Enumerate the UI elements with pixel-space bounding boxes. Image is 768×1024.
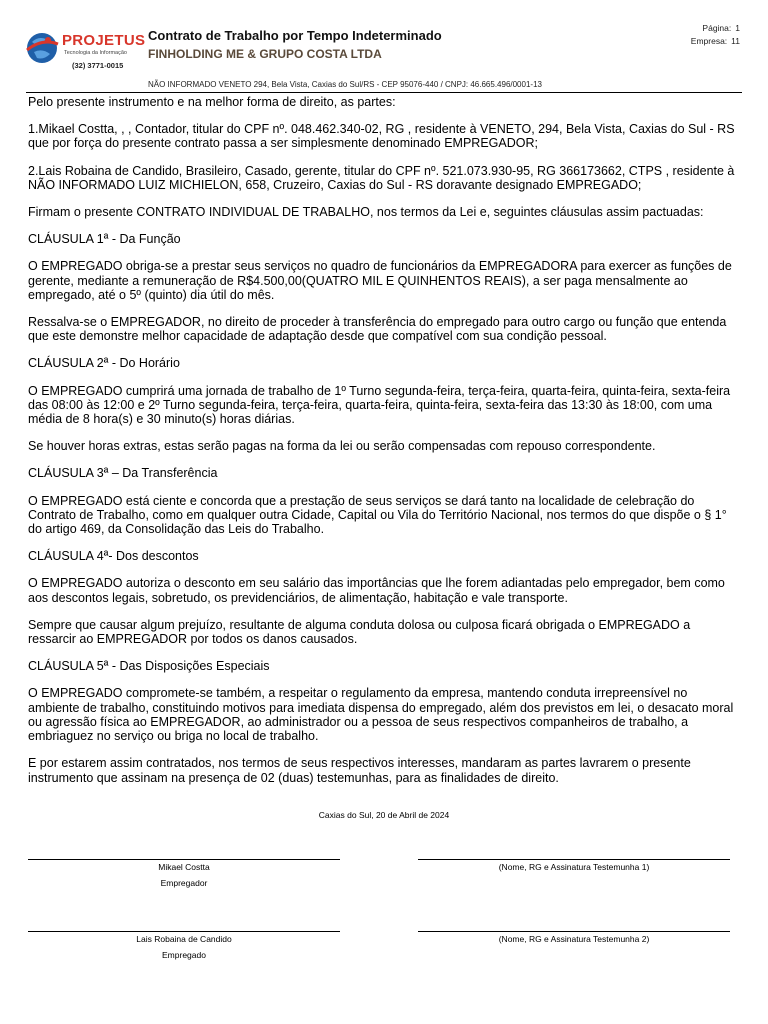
place-and-date: Caxias do Sul, 20 de Abril de 2024 [318, 810, 450, 820]
damages-text: Sempre que causar algum prejuízo, resultante de alguma conduta dolosa ou culposa ficará obrigada o EMPREGADO a ressarcir ao EMPREGADOR por todos os danos causados. [28, 617, 691, 647]
clause-3-text: O EMPREGADO está ciente e concorda que a prestação de seus serviços se dará tanto na localidade de celebração do Contrato de Trabalho, como em qualquer outra Cidade, Capital ou Vila do Território Nacional, nos termos do que dispõe o § 1° do artigo 469, da Consolidação das Leis do Trabalho. [28, 493, 727, 537]
closing-paragraph: E por estarem assim contratados, nos termos de seus respectivos interesses, mandaram as partes lavrarem o presente instrumento que assinam na presença de 02 (duas) testemunhas, para as finalidades de direito. [28, 756, 691, 785]
clause-5-heading: CLÁUSULA 5ª - Das Disposições Especiais [28, 659, 270, 674]
employee-role: Empregado [162, 950, 206, 960]
employer-party: 1.Mikael Costta, , , Contador, titular do CPF nº. 048.462.340-02, RG , residente à VENETO, 294, Bela Vista, Caxias do Sul - RS que por força do presente contrato passa a ser simplesmente denominado EMPREGADOR; [28, 122, 735, 151]
clause-2-heading: CLÁUSULA 2ª - Do Horário [28, 356, 180, 371]
signature-employer [28, 859, 340, 889]
clause-5-text: O EMPREGADO compromete-se também, a respeitar o regulamento da empresa, mantendo conduta irrepreensível no ambiente de trabalho, constituindo motivos para imediata dispensa do empregado, além dos previstos em lei, o desacato moral ou agressão física ao EMPREGADOR, ao administrador ou a pessoa de seus respectivos companheiros de trabalho, a embriaguez no serviço ou briga no local de trabalho. [28, 686, 734, 744]
signature-witness-2 [418, 931, 730, 945]
witness-1-label: (Nome, RG e Assinatura Testemunha 1) [498, 862, 650, 872]
company-name: FINHOLDING ME & GRUPO COSTA LTDA [148, 47, 382, 61]
logo-phone: (32) 3771-0015 [72, 61, 124, 70]
page-number: 1 [735, 23, 740, 33]
overtime-text: Se houver horas extras, estas serão pagas na forma da lei ou serão compensadas com repouso correspondente. [28, 439, 656, 454]
header-divider [26, 92, 742, 93]
employer-name: Mikael Costta [158, 862, 210, 872]
clause-1-text: O EMPREGADO obriga-se a prestar seus serviços no quadro de funcionários da EMPREGADORA para exercer as funções de gerente, mediante a remuneração de R$4.500,00(QUATRO MIL E QUINHENTOS REAIS), a ser paga mensalmente ao empregado, até o 5º (quinto) dia útil do mês. [28, 259, 732, 302]
clause-4-heading: CLÁUSULA 4ª- Dos descontos [28, 549, 199, 564]
company-id: 11 [731, 36, 740, 46]
logo-text: PROJETUS [62, 32, 146, 49]
company-address: NÃO INFORMADO VENETO 294, Bela Vista, Caxias do Sul/RS - CEP 95076-440 / CNPJ: 46.665.496/0001-13 [148, 80, 542, 89]
page-label: Página: [702, 23, 732, 33]
company-logo [24, 28, 144, 74]
employer-role: Empregador [160, 878, 208, 888]
page-info [691, 22, 740, 48]
clause-1-heading: CLÁUSULA 1ª - Da Função [28, 232, 181, 247]
globe-icon [24, 30, 60, 66]
company-id-label: Empresa: [690, 36, 728, 46]
clause-1-reservation: Ressalva-se o EMPREGADOR, no direito de proceder à transferência do empregado para outro cargo ou função que entenda que este demonstre melhor capacidade de adaptação desde que compatível com sua condição pessoal. [28, 315, 727, 344]
intro-paragraph: Pelo presente instrumento e na melhor forma de direito, as partes: [28, 95, 396, 109]
signature-employee [28, 931, 340, 961]
witness-2-label: (Nome, RG e Assinatura Testemunha 2) [498, 934, 650, 944]
clause-3-heading: CLÁUSULA 3ª – Da Transferência [28, 466, 218, 481]
logo-tagline: Tecnologia da Informação [64, 50, 127, 56]
employee-name: Lais Robaina de Candido [136, 934, 232, 944]
document-title: Contrato de Trabalho por Tempo Indeterminado [148, 28, 442, 43]
signature-witness-1 [418, 859, 730, 873]
document-header [0, 0, 768, 96]
contract-statement: Firmam o presente CONTRATO INDIVIDUAL DE TRABALHO, nos termos da Lei e, seguintes cláusulas assim pactuadas: [28, 205, 704, 220]
clause-2-text: O EMPREGADO cumprirá uma jornada de trabalho de 1º Turno segunda-feira, terça-feira, quarta-feira, quinta-feira, sexta-feira das 08:00 às 12:00 e 2º Turno segunda-feira, terça-feira, quarta-feira, quinta-feira, sexta-feira das 13:30 às 18:00, com uma média de 8 hora(s) e 30 minuto(s) horas diárias. [28, 383, 731, 427]
employee-party: 2.Lais Robaina de Candido, Brasileiro, Casado, gerente, titular do CPF nº. 521.073.930-95, RG 366173662, CTPS , residente à NÃO INFORMADO LUIZ MICHIELON, 658, Cruzeiro, Caxias do Sul - RS doravante designado EMPREGADO; [28, 163, 735, 192]
contract-body [28, 95, 740, 798]
clause-4-text: O EMPREGADO autoriza o desconto em seu salário das importâncias que lhe forem adiantadas pelo empregador, bem como aos descontos legais, sobretudo, os previdenciários, de alimentação, habitação e vale transporte. [28, 576, 725, 605]
